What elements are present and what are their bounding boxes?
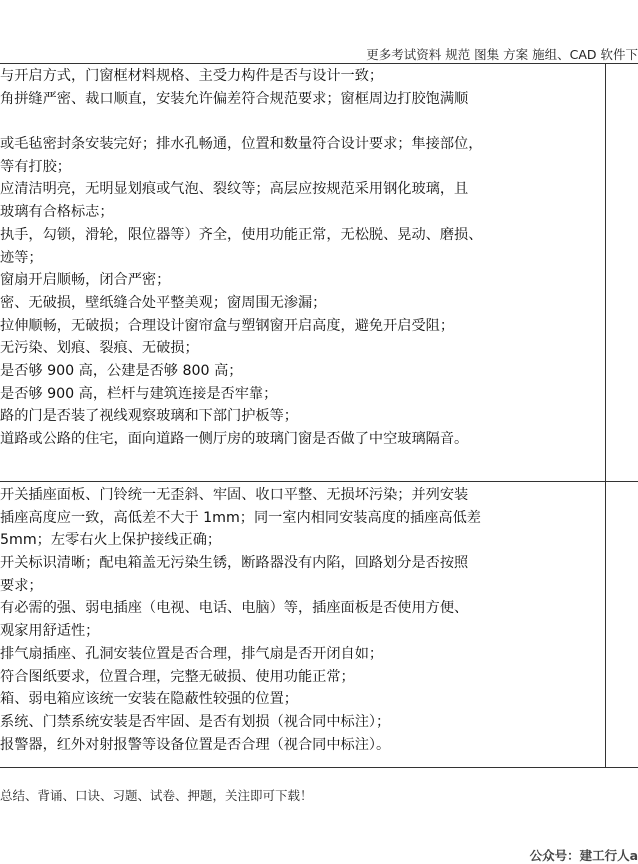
text-line: 排气扇插座、孔洞安装位置是否合理，排气扇是否开闭自如；	[0, 645, 384, 662]
text-line: 符合图纸要求，位置合理，完整无破损、使用功能正常；	[0, 668, 355, 685]
text-line: 玻璃有合格标志；	[0, 204, 114, 221]
text-line: 插座高度应一致，高低差不大于 1mm；同一室内相同安装高度的插座高低差	[0, 509, 481, 526]
text-line: 角拼缝严密、裁口顺直，安装允许偏差符合规范要求；窗框周边打胶饱满顺	[0, 90, 469, 107]
text-line: 等有打胶；	[0, 158, 71, 175]
text-line: 开关插座面板、门铃统一无歪斜、牢固、收口平整、无损坏污染；并列安装	[0, 487, 469, 503]
text-line: 或毛毡密封条安装完好；排水孔畅通，位置和数量符合设计要求；隼接部位，	[0, 136, 483, 153]
text-line: 观家用舒适性；	[0, 623, 100, 640]
text-line: 是否够 900 高，公建是否够 800 高；	[0, 362, 243, 379]
text-line: 5mm；左零右火上保护接线正确；	[0, 532, 222, 549]
footer-account: 公众号：建工行人a	[529, 848, 638, 863]
section-electrical	[0, 484, 600, 756]
section-doors-windows	[0, 65, 600, 451]
text-line: 密、无破损，壁纸缝合处平整美观；窗周围无渗漏；	[0, 294, 327, 311]
text-line: 有必需的强、弱电插座（电视、电话、电脑）等，插座面板是否使用方便、	[0, 600, 469, 617]
text-line: 报警器，红外对射报警等设备位置是否合理（视合同中标注）。	[0, 736, 391, 753]
text-line: 窗扇开启顺畅，闭合严密；	[0, 272, 171, 289]
text-line: 系统、门禁系统安装是否牢固、是否有划损（视合同中标注）；	[0, 713, 391, 730]
text-line: 迹等；	[0, 249, 43, 266]
column-divider	[605, 63, 606, 767]
footer-note: 总结、背诵、口诀、习题、试卷、押题，关注即可下载！	[0, 788, 313, 803]
text-line: 要求；	[0, 577, 43, 594]
header-text: 更多考试资料 规范 图集 方案 施组、CAD 软件下	[366, 47, 638, 62]
row-divider	[0, 481, 638, 482]
text-line: 道路或公路的住宅，面向道路一侧厅房的玻璃门窗是否做了中空玻璃隔音。	[0, 431, 469, 447]
table-bottom-border	[0, 767, 638, 768]
text-line: 无污染、划痕、裂痕、无破损；	[0, 340, 199, 357]
text-line	[0, 110, 600, 133]
text-line: 应清洁明亮，无明显划痕或气泡、裂纹等；高层应按规范采用钢化玻璃，且	[0, 181, 469, 198]
text-line: 路的门是否装了视线观察玻璃和下部门护板等；	[0, 408, 298, 425]
text-line: 是否够 900 高，栏杆与建筑连接是否牢靠；	[0, 385, 278, 402]
text-line: 与开启方式，门窗框材料规格、主受力构件是否与设计一致；	[0, 68, 384, 84]
text-line: 箱、弱电箱应该统一安装在隐蔽性较强的位置；	[0, 691, 298, 708]
text-line: 拉伸顺畅，无破损；合理设计窗帘盒与塑钢窗开启高度，避免开启受阻；	[0, 317, 455, 334]
text-line: 执手，勾锁，滑轮，限位器等）齐全，使用功能正常，无松脱、晃动、磨损、	[0, 226, 483, 243]
text-line: 开关标识清晰；配电箱盖无污染生锈，断路器没有内陷，回路划分是否按照	[0, 555, 469, 572]
